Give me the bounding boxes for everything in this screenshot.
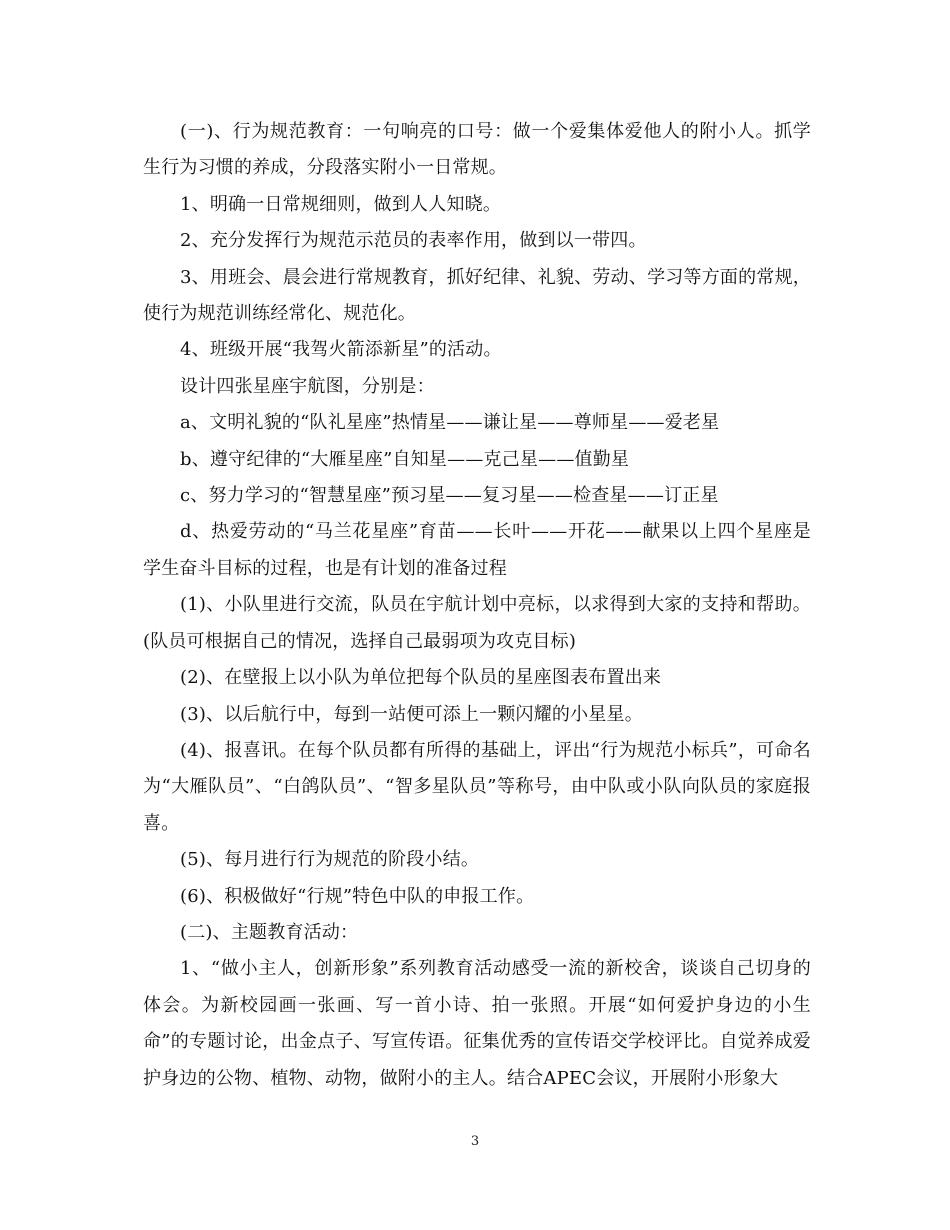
paragraph-behavior-education: (一)、行为规范教育：一句响亮的口号：做一个爱集体爱他人的附小人。抓学生行为习惯的养成，分段落实附小一日常规。 bbox=[143, 121, 811, 179]
paragraph-star-a: a、文明礼貌的“队礼星座”热情星——谦让星——尊师星——爱老星 bbox=[180, 412, 720, 434]
paragraph-step-4: (4)、报喜讯。在每个队员都有所得的基础上，评出“行为规范小标兵”，可命名为“大雁队员”、“白鸽队员”、“智多星队员”等称号，由中队或小队向队员的家庭报喜。 bbox=[143, 739, 811, 834]
paragraph-star-chart-intro: 设计四张星座宇航图，分别是： bbox=[180, 375, 435, 397]
paragraph-step-6: (6)、积极做好“行规”特色中队的申报工作。 bbox=[180, 885, 535, 907]
paragraph-item-1: 1、明确一日常规细则，做到人人知晓。 bbox=[180, 193, 502, 215]
paragraph-item-3: 3、用班会、晨会进行常规教育，抓好纪律、礼貌、劳动、学习等方面的常规，使行为规范训练经常化、规范化。 bbox=[143, 266, 811, 325]
paragraph-step-5: (5)、每月进行行为规范的阶段小结。 bbox=[180, 849, 480, 871]
paragraph-item-2: 2、充分发挥行为规范示范员的表率作用，做到以一带四。 bbox=[180, 230, 647, 252]
document-body bbox=[143, 114, 811, 1097]
paragraph-step-3: (3)、以后航行中，每到一站便可添上一颗闪耀的小星星。 bbox=[180, 703, 643, 725]
paragraph-theme-item-1: 1、“做小主人，创新形象”系列教育活动感受一流的新校舍，谈谈自己切身的体会。为新校园画一张画、写一首小诗、拍一张照。开展“如何爱护身边的小生命”的专题讨论，出金点子、写宣传语。征集优秀的宣传语交学校评比。自觉养成爱护身边的公物、植物、动物，做附小的主人。结合APEC会议，开展附小形象大 bbox=[143, 958, 811, 1089]
paragraph-theme-heading: (二)、主题教育活动： bbox=[180, 921, 359, 943]
page-number: 3 bbox=[470, 1134, 480, 1149]
paragraph-star-b: b、遵守纪律的“大雁星座”自知星——克己星——值勤星 bbox=[180, 448, 630, 470]
paragraph-star-d: d、热爱劳动的“马兰花星座”育苗——长叶——开花——献果以上四个星座是学生奋斗目标的过程，也是有计划的准备过程 bbox=[143, 521, 811, 579]
paragraph-item-4: 4、班级开展“我驾火箭添新星”的活动。 bbox=[180, 339, 502, 361]
paragraph-star-c: c、努力学习的“智慧星座”预习星——复习星——检查星——订正星 bbox=[180, 485, 719, 507]
paragraph-step-2: (2)、在壁报上以小队为单位把每个队员的星座图表布置出来 bbox=[180, 667, 662, 689]
paragraph-step-1: (1)、小队里进行交流，队员在宇航计划中亮标，以求得到大家的支持和帮助。(队员可根据自己的情况，选择自己最弱项为攻克目标) bbox=[143, 594, 811, 652]
